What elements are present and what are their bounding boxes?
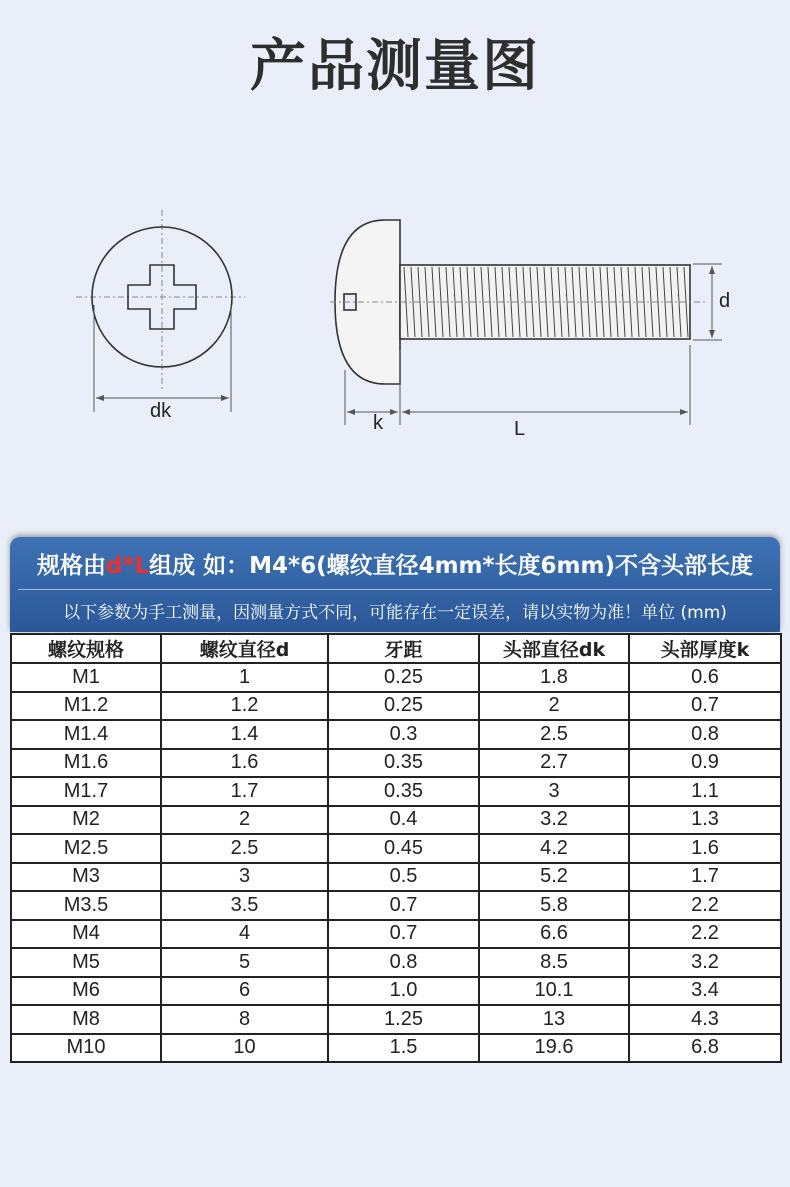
cell: 4.2 <box>479 834 629 863</box>
table-row <box>11 749 781 778</box>
label-k: k <box>373 412 383 434</box>
page-title: 产品测量图 <box>250 34 540 99</box>
table-row <box>11 692 781 721</box>
table-header-row <box>11 634 781 663</box>
label-L: L <box>514 418 526 440</box>
table-row <box>11 834 781 863</box>
cell: 6.8 <box>629 1034 781 1063</box>
cell: 8.5 <box>479 948 629 977</box>
cell: 0.7 <box>328 920 479 949</box>
cell: M4 <box>11 920 161 949</box>
cell: 1.3 <box>629 806 781 835</box>
cell: 0.8 <box>629 720 781 749</box>
cell: 0.35 <box>328 777 479 806</box>
cell: 0.35 <box>328 749 479 778</box>
table-row <box>11 663 781 692</box>
cell: M2.5 <box>11 834 161 863</box>
cell: 0.7 <box>328 891 479 920</box>
cell: 0.25 <box>328 692 479 721</box>
cell: 1.1 <box>629 777 781 806</box>
cell: 0.7 <box>629 692 781 721</box>
cell: 3 <box>479 777 629 806</box>
cell: 1 <box>161 663 328 692</box>
cell: 5.8 <box>479 891 629 920</box>
cell: M6 <box>11 977 161 1006</box>
banner-suffix: 组成 如：M4*6(螺纹直径4mm*长度6mm)不含头部长度 <box>149 553 753 579</box>
cell: 3 <box>161 863 328 892</box>
cell: M1.7 <box>11 777 161 806</box>
cell: M1.4 <box>11 720 161 749</box>
header-head-diameter: 头部直径dk <box>479 634 629 663</box>
cell: 1.6 <box>629 834 781 863</box>
table-row <box>11 891 781 920</box>
cell: 4 <box>161 920 328 949</box>
cell: M10 <box>11 1034 161 1063</box>
cell: 0.4 <box>328 806 479 835</box>
cell: 3.2 <box>479 806 629 835</box>
banner-divider <box>18 589 772 590</box>
cell: M3.5 <box>11 891 161 920</box>
cell: M2 <box>11 806 161 835</box>
cell: M5 <box>11 948 161 977</box>
cell: 1.25 <box>328 1005 479 1034</box>
table-row <box>11 977 781 1006</box>
label-d: d <box>719 290 731 312</box>
header-thread-diameter: 螺纹直径d <box>161 634 328 663</box>
cell: 2.5 <box>479 720 629 749</box>
cell: 3.4 <box>629 977 781 1006</box>
cell: 19.6 <box>479 1034 629 1063</box>
cell: M1 <box>11 663 161 692</box>
cell: 3.5 <box>161 891 328 920</box>
spec-table <box>10 633 782 1063</box>
banner-highlight: d*L <box>105 553 150 579</box>
cell: 0.6 <box>629 663 781 692</box>
cell: 6.6 <box>479 920 629 949</box>
cell: 4.3 <box>629 1005 781 1034</box>
table-row <box>11 920 781 949</box>
cell: 10 <box>161 1034 328 1063</box>
cell: 2 <box>161 806 328 835</box>
cell: 1.8 <box>479 663 629 692</box>
banner-main-text <box>10 547 780 580</box>
cell: M8 <box>11 1005 161 1034</box>
table-row <box>11 863 781 892</box>
table-row <box>11 1034 781 1063</box>
header-head-thickness: 头部厚度k <box>629 634 781 663</box>
cell: 0.9 <box>629 749 781 778</box>
cell: 2.5 <box>161 834 328 863</box>
cell: 13 <box>479 1005 629 1034</box>
cell: 1.7 <box>629 863 781 892</box>
cell: 2.2 <box>629 891 781 920</box>
header-thread-spec: 螺纹规格 <box>11 634 161 663</box>
measurement-diagram <box>0 190 790 450</box>
cell: 5 <box>161 948 328 977</box>
header-pitch: 牙距 <box>328 634 479 663</box>
cell: 3.2 <box>629 948 781 977</box>
cell: 2.2 <box>629 920 781 949</box>
cell: 0.45 <box>328 834 479 863</box>
cell: 5.2 <box>479 863 629 892</box>
cell: 0.3 <box>328 720 479 749</box>
cell: 2 <box>479 692 629 721</box>
cell: M1.6 <box>11 749 161 778</box>
cell: 0.25 <box>328 663 479 692</box>
banner-note: 以下参数为手工测量，因测量方式不同，可能存在一定误差，请以实物为准！单位 (mm) <box>63 603 727 623</box>
table-row <box>11 948 781 977</box>
cell: 2.7 <box>479 749 629 778</box>
cell: 0.8 <box>328 948 479 977</box>
cell: 1.5 <box>328 1034 479 1063</box>
cell: 8 <box>161 1005 328 1034</box>
table-row <box>11 777 781 806</box>
cell: M1.2 <box>11 692 161 721</box>
cell: 10.1 <box>479 977 629 1006</box>
screw-drawing <box>0 190 790 450</box>
table-row <box>11 1005 781 1034</box>
cell: 6 <box>161 977 328 1006</box>
cell: 0.5 <box>328 863 479 892</box>
cell: 1.4 <box>161 720 328 749</box>
cell: 1.7 <box>161 777 328 806</box>
banner-prefix: 规格由 <box>36 553 106 579</box>
spec-banner <box>10 537 780 632</box>
cell: 1.6 <box>161 749 328 778</box>
cell: 1.2 <box>161 692 328 721</box>
cell: 1.0 <box>328 977 479 1006</box>
table-row <box>11 806 781 835</box>
table-row <box>11 720 781 749</box>
screw-top-view <box>76 210 245 412</box>
label-dk: dk <box>150 400 172 422</box>
cell: M3 <box>11 863 161 892</box>
